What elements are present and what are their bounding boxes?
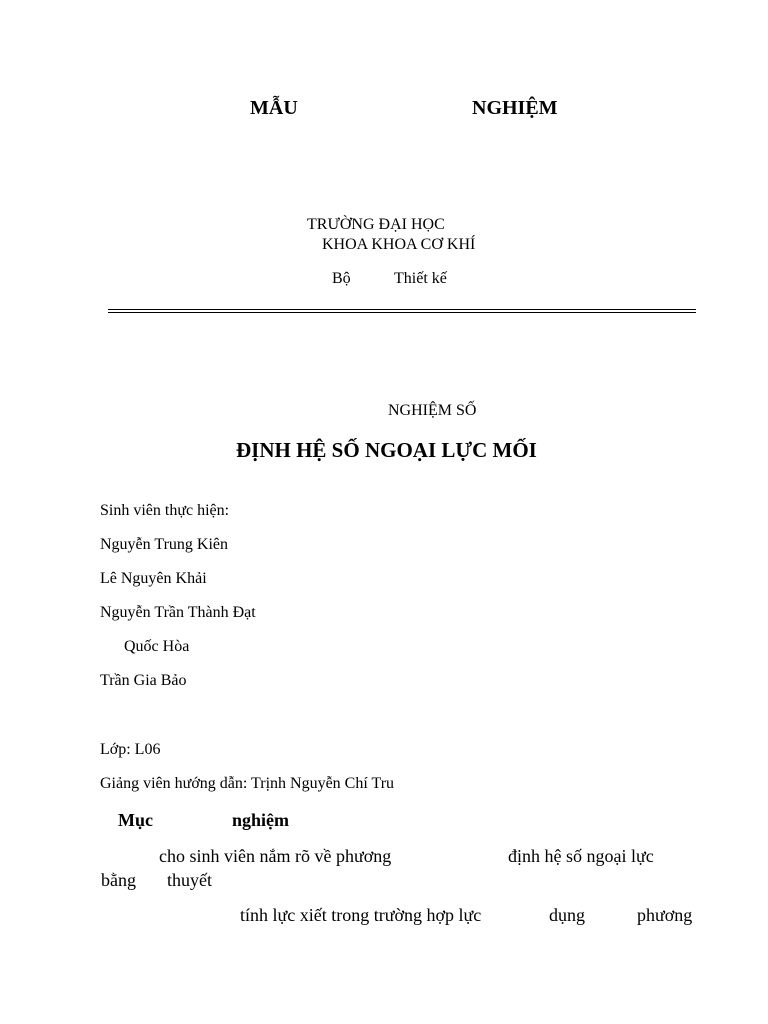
instructor-line: Giảng viên hướng dẫn: Trịnh Nguyễn Chí Tru [100,775,395,792]
student-name: Trần Gia Bảo [100,672,187,689]
objective-text-line1-part2: định hệ số ngoại lực [508,846,654,866]
student-name: Lê Nguyên Khải [100,570,207,587]
objective-text-line1-part1: cho sinh viên nắm rõ về phương [159,846,392,866]
student-name: Nguyễn Trần Thành Đạt [100,604,256,621]
report-title: ĐỊNH HỆ SỐ NGOẠI LỰC MỐI [236,438,537,462]
title-word-mau: MẪU [250,97,298,119]
objective-text-line3-part3: phương [637,905,693,925]
objective-text-line3-part2: dụng [549,905,585,925]
objective-text-line3-part1: tính lực xiết trong trường hợp lực [240,905,482,925]
university-name: TRƯỜNG ĐẠI HỌC [307,216,445,233]
students-label: Sinh viên thực hiện: [100,502,230,519]
objective-text-line2-part1: bằng [101,870,136,890]
header-divider-bottom [108,312,696,313]
student-name: Quốc Hòa [124,638,190,655]
student-name: Nguyễn Trung Kiên [100,536,229,553]
objective-text-line2-part2: thuyết [167,870,212,890]
faculty-name: KHOA KHOA CƠ KHÍ [322,236,476,253]
department-word1: Bộ [332,270,351,287]
department-word2: Thiết kế [394,270,447,287]
header-divider-top [108,309,696,310]
objective-heading-word1: Mục [118,810,153,830]
class-line: Lớp: L06 [100,741,161,758]
report-number-label: NGHIỆM SỐ [388,402,477,419]
objective-heading-word2: nghiệm [232,810,290,830]
title-word-nghiem: NGHIỆM [472,97,558,119]
